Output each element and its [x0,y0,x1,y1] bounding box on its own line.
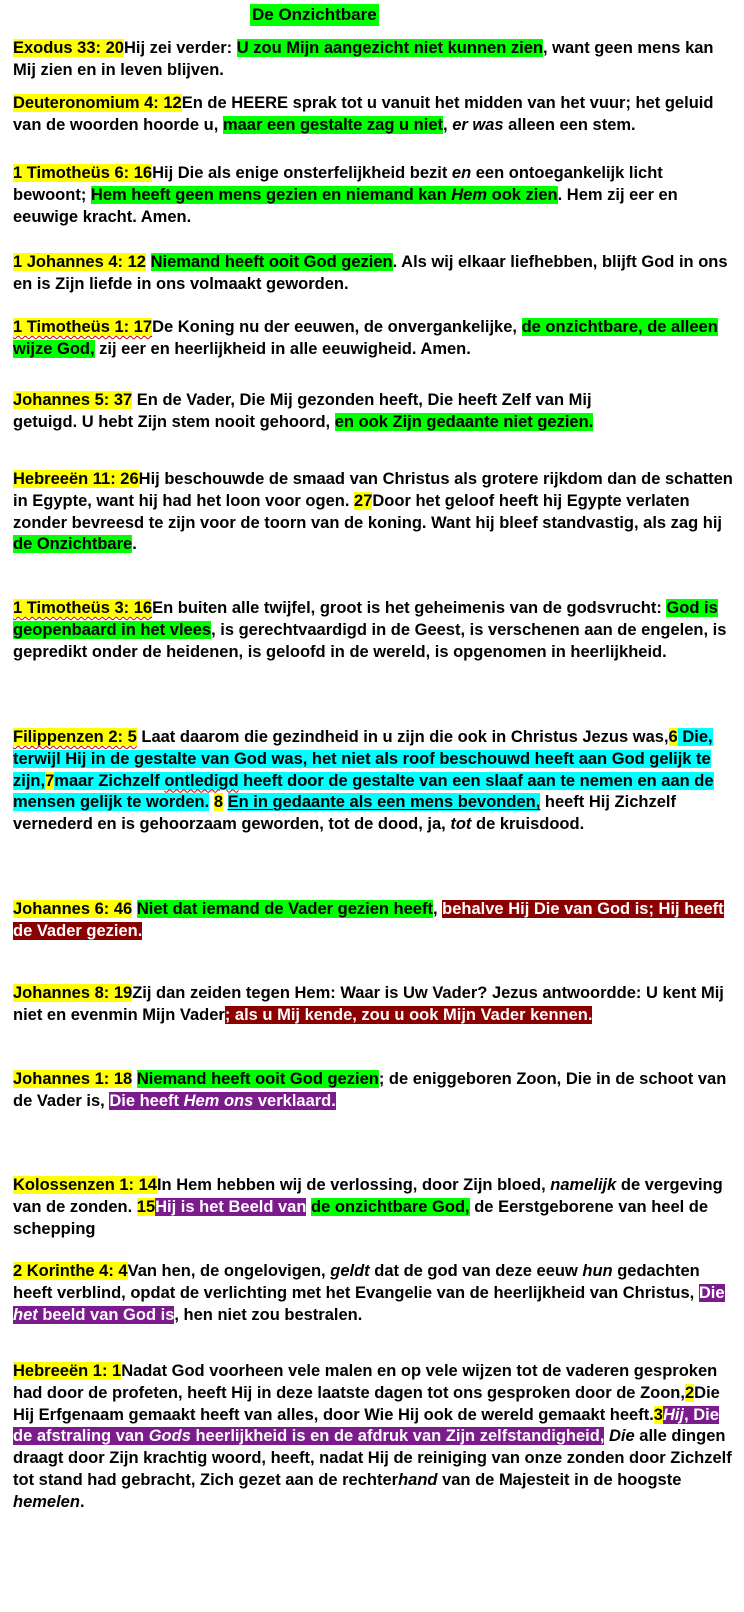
verse-reference: 15 [136,1197,156,1216]
verse-reference: 1 Timotheüs 3: 16 [13,599,153,617]
verse-text: . [132,535,137,554]
verse-text: Laat daarom die gezindheid in u zijn die ook in Christus Jezus was, [136,728,669,746]
highlight-purple: Gods [148,1427,191,1446]
verse-paragraph [13,163,738,228]
verse-reference: Deuteronomium 4: 12 [13,94,182,112]
verse-text: de Eerstgeborene van heel de schepping [13,1197,709,1238]
verse-text: En de Vader, Die Mij gezonden heeft, Die heeft Zelf van Mij getuigd. U hebt Zijn stem nooit gehoord, [13,391,592,431]
highlight-purple: het [13,1305,38,1324]
verse-text: En de HEERE sprak tot u vanuit het midden van het vuur; het geluid van de woorden hoorde u, [13,94,714,134]
verse-text: In Hem hebben wij de verlossing, door Zijn bloed, [156,1176,551,1194]
highlight-green: maar een gestalte zag u niet [222,115,444,134]
verse-text: er was [452,115,504,134]
verse-text: Die Hij Erfgenaam gemaakt heeft van alles, door Wie Hij ook de wereld gemaakt heeft. [13,1383,720,1424]
page-title: De Onzichtbare [252,5,377,24]
verse-text: heeft Hij Zichzelf vernederd en is gehoorzaam geworden, tot de dood, ja, [13,793,676,834]
verse-paragraph [13,252,738,296]
verse-text: Die [609,1427,635,1446]
highlight-green: Niemand heeft ooit God gezien [150,253,393,271]
highlight-green: Hem [451,185,488,204]
verse-paragraph [13,390,603,434]
highlight-cyan: ontledigd [164,771,239,790]
highlight-green: Hem heeft geen mens gezien en niemand kan [90,185,452,204]
verse-reference: 7 [45,771,55,790]
highlight-green: Niet dat iemand de Vader gezien heeft [136,900,433,918]
verse-reference: Johannes 8: 19 [13,984,133,1002]
verse-text: hun [582,1262,613,1280]
highlight-green: U zou Mijn aangezicht niet kunnen zien [236,39,543,57]
highlight-purple: verklaard. [253,1091,336,1110]
verse-text: alleen een stem. [503,115,636,134]
verse-text: . Als wij elkaar liefhebben, blijft God in ons en is Zijn liefde in ons volmaakt geworden. [13,253,728,293]
verse-paragraph [13,598,738,663]
verse-paragraph [13,1261,738,1326]
verse-text: , is gerechtvaardigd in de Geest, is verschenen aan de engelen, is gepredikt onder de heidenen, is geloofd in de wereld, is opgenomen in heerlijkheid. [13,620,727,661]
verse-text: , want geen mens kan Mij zien en in leven blijven. [13,39,714,79]
verse-paragraph [13,899,738,943]
highlight-purple: heerlijkheid is en de afdruk van Zijn zelfstandigheid, [190,1427,605,1446]
highlight-green: God is geopenbaard in het vlees [13,599,718,639]
verse-reference: Johannes 6: 46 [13,900,133,918]
verse-text: Zij dan zeiden tegen Hem: Waar is Uw Vader? Jezus antwoordde: U kent Mij niet en evenmin Mijn Vader [13,984,724,1024]
verse-reference: 3 [653,1405,663,1424]
verse-paragraph [13,317,738,361]
highlight-purple: Die heeft [109,1091,184,1110]
verse-paragraph [13,469,738,556]
verse-text: Door het geloof heeft hij Egypte verlaten zonder bevreesd te zijn voor de toorn van de koning. Want hij bleef standvastig, als zag hij [13,491,723,532]
verse-paragraph [13,1069,738,1113]
highlight-green: de onzichtbare God, [311,1197,470,1216]
highlight-cyan: En in gedaante als een mens bevonden, [227,793,541,812]
verse-reference: Hebreeën 1: 1 [13,1362,122,1380]
verse-text: , hen niet zou bestralen. [174,1305,363,1324]
verse-text [223,793,228,811]
verse-text: hand [398,1470,438,1489]
verse-text: Van hen, de ongelovigen, [127,1262,331,1280]
highlight-red: ; als u Mij kende, zou u ook Mijn Vader kennen. [224,1005,593,1024]
highlight-cyan: Die, terwijl Hij in de gestalte van God was, het niet als roof beschouwd heeft aan God gelijk te zijn, [13,728,713,790]
verse-text: Nadat God voorheen vele malen en op vele wijzen tot de vaderen gesproken had door de profeten, heeft Hij in deze laatste dagen tot ons gesproken door de Zoon, [13,1362,718,1402]
highlight-purple: Hij is het Beeld van [155,1197,307,1216]
verse-reference: 27 [354,491,373,510]
verse-text: De Koning nu der eeuwen, de onvergankelijke, [152,318,522,336]
verse-text [146,253,151,271]
verse-reference: Johannes 5: 37 [13,391,133,409]
verse-text: hemelen [13,1492,80,1511]
verse-text: . Hem zij eer en eeuwige kracht. Amen. [13,185,678,226]
verse-text: . [79,1492,85,1511]
verse-reference: Filippenzen 2: 5 [13,728,137,746]
verse-text: En buiten alle twijfel, groot is het geheimenis van de godsvrucht: [152,599,667,617]
verse-text: de kruisdood. [471,815,585,834]
verse-text: ; de eniggeboren Zoon, Die in de schoot van de Vader is, [13,1070,727,1110]
verse-text: dat de god van deze eeuw [369,1262,583,1280]
verse-reference: 1 Johannes 4: 12 [13,253,146,271]
highlight-purple: Hij [662,1405,685,1424]
verse-reference: Kolossenzen 1: 14 [13,1176,157,1194]
verse-text: de vergeving van de zonden. [13,1176,723,1216]
verse-paragraph [13,1361,738,1514]
verse-text: Hij zei verder: [123,39,237,57]
verse-reference: 8 [213,793,224,812]
verse-reference: Johannes 1: 18 [13,1070,133,1088]
verse-reference: 1 Timotheüs 6: 16 [13,164,153,182]
highlight-green: ook zien [487,185,558,204]
highlight-green: en ook Zijn gedaante niet gezien. [334,412,594,431]
highlight-purple: , Die de afstraling van [13,1405,719,1446]
verse-reference: Exodus 33: 20 [13,39,124,57]
verse-text: Hij Die als enige onsterfelijkheid bezit [152,164,452,182]
verse-paragraph [13,727,738,836]
verse-text: , [443,115,453,134]
verse-reference: 2 [684,1383,695,1402]
verse-reference: 6 [668,728,678,746]
highlight-green: de onzichtbare, de alleen wijze God, [13,318,718,358]
highlight-green: Niemand heeft ooit God gezien [136,1070,379,1088]
verse-reference: 1 Timotheüs 1: 17 [13,318,153,336]
highlight-purple: Die [698,1283,725,1302]
verse-text: geldt [330,1262,370,1280]
highlight-cyan: heeft door de gestalte van een slaaf aan te nemen en aan de mensen gelijk te worden. [13,771,714,812]
verse-text: namelijk [550,1176,617,1194]
highlight-cyan: maar Zichzelf [54,771,165,790]
verse-text: gedachten heeft verblind, opdat de verlichting met het Evangelie van de heerlijkheid van Christus, [13,1262,700,1302]
highlight-purple: Hem ons [183,1091,254,1110]
verse-paragraph [13,93,738,137]
verse-text: en [451,164,472,182]
highlight-green: de Onzichtbare [13,535,133,554]
verse-text: , [432,900,443,918]
verse-paragraph [13,983,738,1027]
highlight-purple: beeld van God is [37,1305,175,1324]
verse-paragraph [13,1175,738,1240]
verse-text: Hij beschouwde de smaad van Christus als grotere rijkdom dan de schatten in Egypte, want hij had het loon voor ogen. [13,470,733,510]
verse-text: tot [450,815,472,834]
verse-text: zij eer en heerlijkheid in alle eeuwigheid. Amen. [94,339,471,358]
highlight-red: behalve Hij Die van God is; Hij heeft de Vader gezien. [13,900,724,940]
verse-text: een ontoegankelijk licht bewoont; [13,164,663,204]
verse-text: van de Majesteit in de hoogste [437,1470,682,1489]
verse-reference: Hebreeën 11: 26 [13,470,139,488]
verse-reference: 2 Korinthe 4: 4 [13,1262,128,1280]
verse-paragraph [13,38,738,82]
verse-text: alle dingen draagt door Zijn krachtig woord, heeft, nadat Hij de reiniging van onze zonden door Zichzelf tot stand had gebracht, Zich gezet aan de rechter [13,1427,732,1489]
